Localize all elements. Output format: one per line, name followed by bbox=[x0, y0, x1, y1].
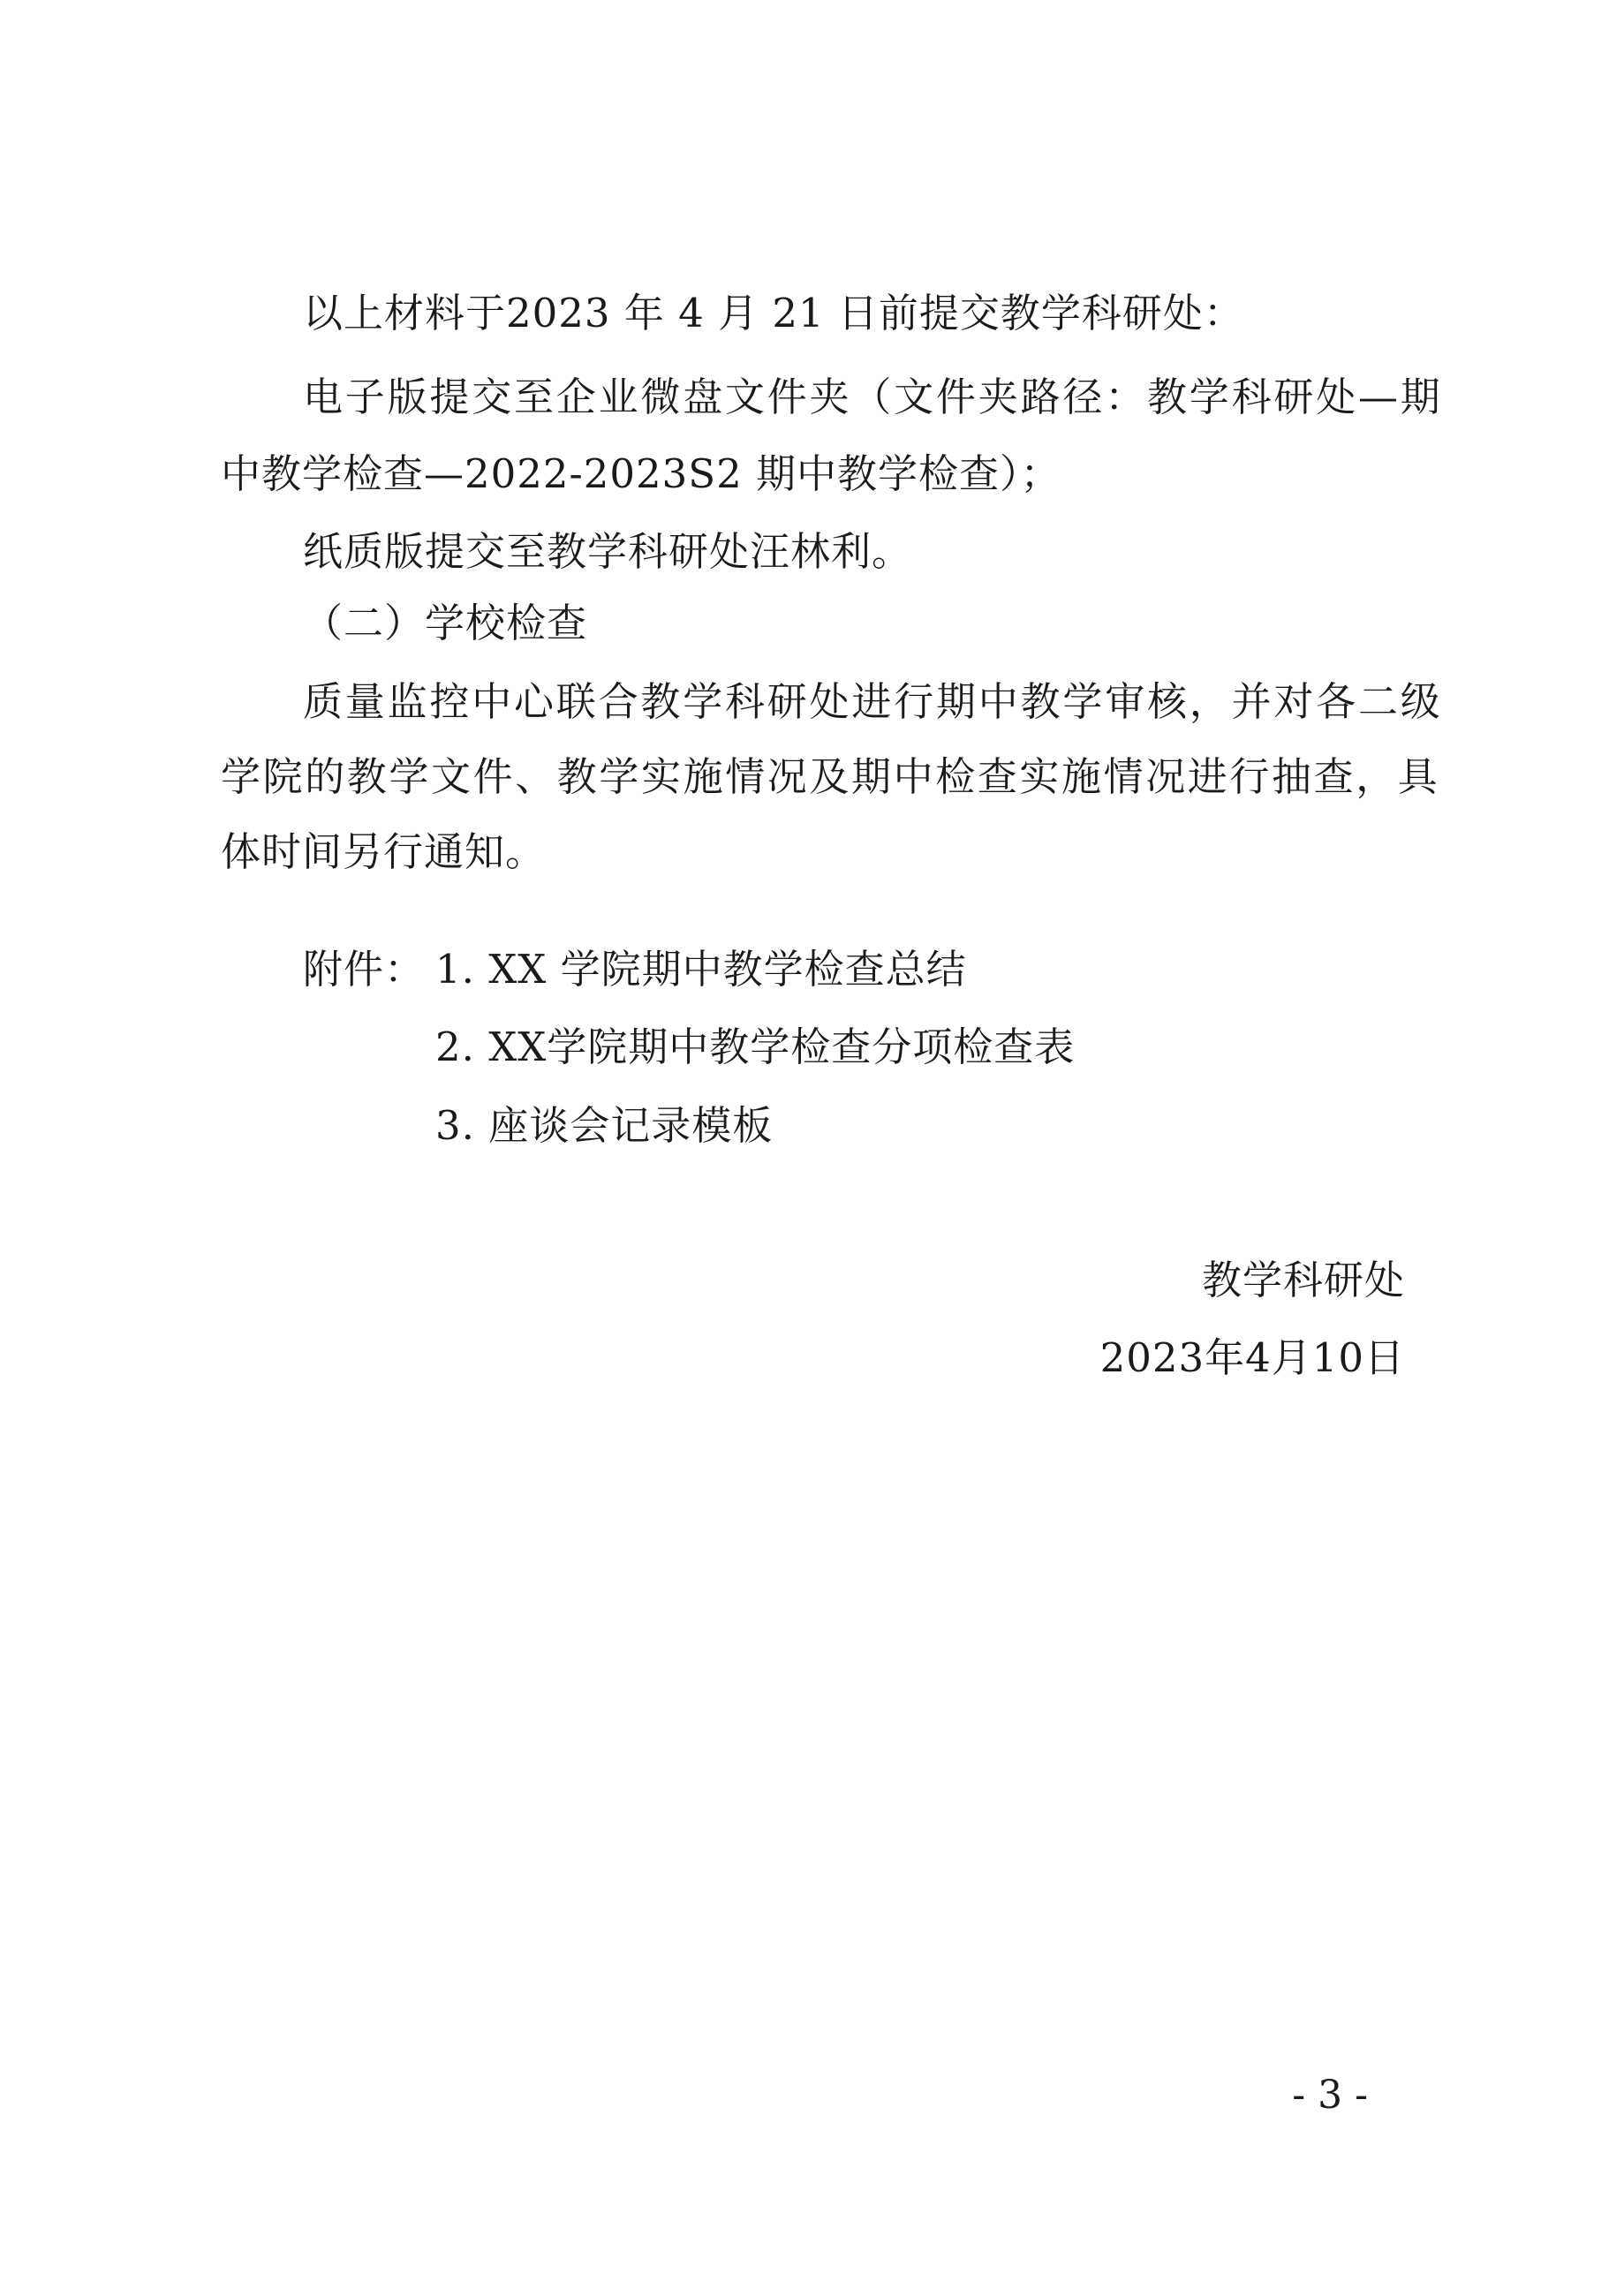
attachment-item: 3. 座谈会记录模板 bbox=[435, 1102, 774, 1149]
section-heading-school-inspection: （二）学校检查 bbox=[303, 600, 588, 646]
attachment-item: 1. XX 学院期中教学检查总结 bbox=[435, 946, 967, 993]
paragraph-quality-monitoring: 质量监控中心联合教学科研处进行期中教学审核，并对各二级 bbox=[303, 678, 1443, 725]
attachment-item: 2. XX学院期中教学检查分项检查表 bbox=[435, 1023, 1076, 1070]
paragraph-paper-submission: 纸质版提交至教学科研处汪林利。 bbox=[303, 528, 913, 575]
signature-date: 2023年4月10日 bbox=[1099, 1334, 1405, 1381]
paragraph-electronic-submission: 电子版提交至企业微盘文件夹（文件夹路径：教学科研处—期 bbox=[303, 374, 1443, 420]
paragraph-electronic-submission-cont: 中教学检查—2022-2023S2 期中教学检查）； bbox=[221, 450, 1061, 497]
signature-organization: 教学科研处 bbox=[1201, 1257, 1405, 1303]
attachments-label: 附件： bbox=[303, 946, 426, 993]
paragraph-quality-monitoring-cont: 学院的教学文件、教学实施情况及期中检查实施情况进行抽查，具 bbox=[221, 753, 1440, 800]
paragraph-submission-deadline: 以上材料于2023 年 4 月 21 日前提交教学科研处： bbox=[303, 290, 1244, 336]
paragraph-quality-monitoring-end: 体时间另行通知。 bbox=[221, 828, 547, 875]
page-number: - 3 - bbox=[1292, 2073, 1368, 2118]
